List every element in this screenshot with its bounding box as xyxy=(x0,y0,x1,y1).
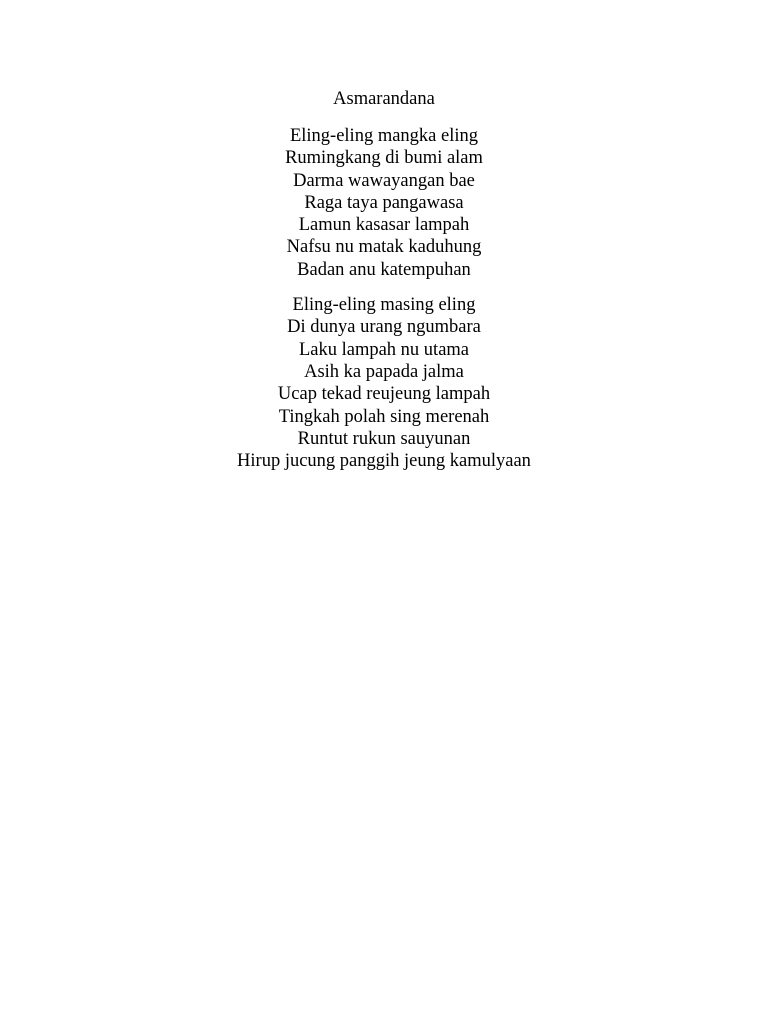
poem-line: Rumingkang di bumi alam xyxy=(285,148,483,169)
poem-line: Tingkah polah sing merenah xyxy=(278,406,490,427)
poem-line: Hirup jucung panggih jeung kamulyaan xyxy=(237,451,531,472)
poem-line: Eling-eling masing eling xyxy=(292,295,476,316)
poem-line: Di dunya urang ngumbara xyxy=(287,317,481,338)
poem-line: Runtut rukun sauyunan xyxy=(297,428,471,449)
poem-line: Laku lampah nu utama xyxy=(298,339,470,360)
stanza-1 xyxy=(0,125,768,281)
poem-line: Badan anu katempuhan xyxy=(297,259,471,280)
poem-line: Ucap tekad reujeung lampah xyxy=(277,384,491,405)
poem-line: Raga taya pangawasa xyxy=(304,192,464,213)
poem-line: Nafsu nu matak kaduhung xyxy=(286,237,482,258)
poem-line: Lamun kasasar lampah xyxy=(298,215,470,236)
poem-line: Eling-eling mangka eling xyxy=(289,126,479,146)
poem-line: Darma wawayangan bae xyxy=(293,170,475,191)
stanza-2 xyxy=(0,294,768,472)
poem xyxy=(0,88,768,485)
poem-line: Asih ka papada jalma xyxy=(304,361,464,382)
poem-title: Asmarandana xyxy=(333,89,435,109)
